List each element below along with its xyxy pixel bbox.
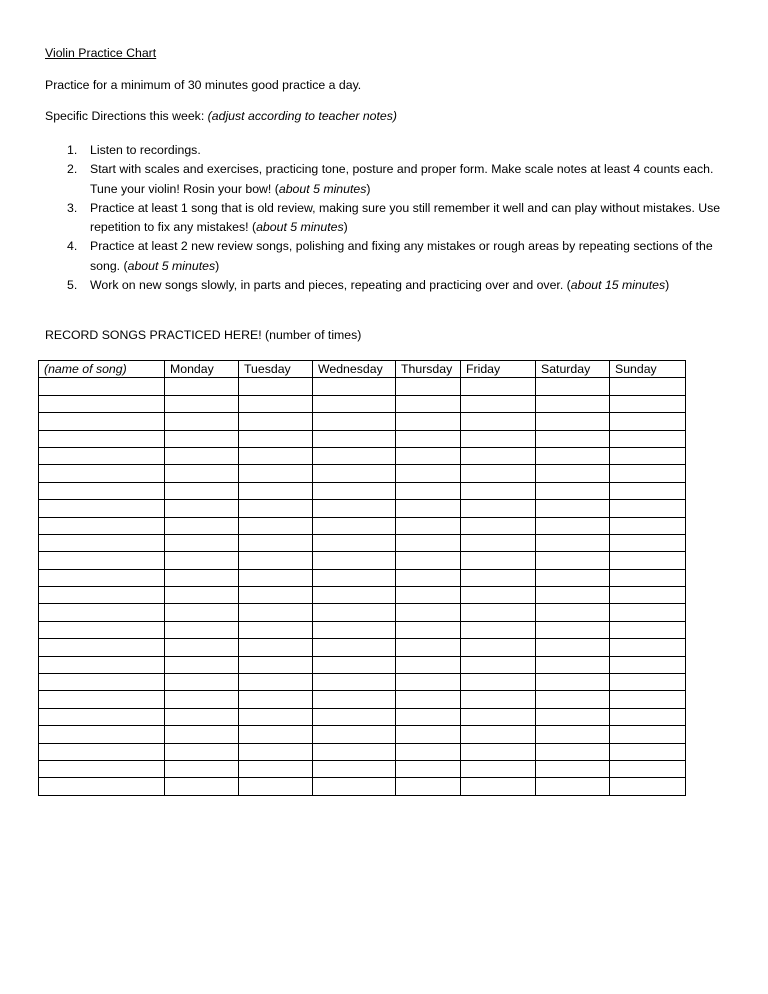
practice-count-cell[interactable]: [461, 534, 536, 551]
column-header-saturday: Saturday: [536, 361, 610, 378]
column-header-song-name: (name of song): [39, 361, 165, 378]
practice-count-cell[interactable]: [165, 639, 239, 656]
step-text: Start with scales and exercises, practicing tone, posture and proper form. Make scale notes at least 4 counts each. Tune your violin! Rosin your bow!: [90, 162, 714, 196]
practice-minimum-text: Practice for a minimum of 30 minutes good practice a day.: [45, 78, 362, 92]
table-row: [39, 674, 686, 691]
practice-count-cell[interactable]: [396, 674, 461, 691]
practice-count-cell[interactable]: [536, 395, 610, 412]
practice-count-cell[interactable]: [239, 708, 313, 725]
column-header-friday: Friday: [461, 361, 536, 378]
practice-count-cell[interactable]: [165, 691, 239, 708]
practice-count-cell[interactable]: [396, 395, 461, 412]
song-name-cell[interactable]: [39, 413, 165, 430]
practice-count-cell[interactable]: [396, 413, 461, 430]
song-name-cell[interactable]: [39, 760, 165, 777]
song-name-cell[interactable]: [39, 447, 165, 464]
practice-count-cell[interactable]: [313, 674, 396, 691]
practice-count-cell[interactable]: [239, 639, 313, 656]
practice-count-cell[interactable]: [396, 569, 461, 586]
practice-count-cell[interactable]: [610, 552, 686, 569]
song-name-cell[interactable]: [39, 517, 165, 534]
practice-count-cell[interactable]: [165, 395, 239, 412]
practice-count-cell[interactable]: [461, 482, 536, 499]
practice-count-cell[interactable]: [396, 656, 461, 673]
practice-count-cell[interactable]: [610, 465, 686, 482]
practice-count-cell[interactable]: [461, 413, 536, 430]
practice-count-cell[interactable]: [461, 778, 536, 795]
practice-count-cell[interactable]: [610, 500, 686, 517]
table-row: [39, 447, 686, 464]
practice-count-cell[interactable]: [165, 378, 239, 395]
practice-count-cell[interactable]: [536, 447, 610, 464]
practice-count-cell[interactable]: [610, 743, 686, 760]
table-body: [39, 378, 686, 795]
practice-count-cell[interactable]: [461, 656, 536, 673]
table-row: [39, 482, 686, 499]
step-hint-open: (: [566, 278, 571, 293]
song-name-cell[interactable]: [39, 674, 165, 691]
table-row: [39, 395, 686, 412]
practice-count-cell[interactable]: [165, 760, 239, 777]
step-hint-close: ): [343, 220, 348, 235]
practice-count-cell[interactable]: [536, 621, 610, 638]
table-row: [39, 587, 686, 604]
practice-count-cell[interactable]: [610, 569, 686, 586]
table-row: [39, 413, 686, 430]
practice-count-cell[interactable]: [165, 604, 239, 621]
practice-count-cell[interactable]: [239, 587, 313, 604]
record-songs-heading: [45, 328, 361, 342]
song-name-cell[interactable]: [39, 743, 165, 760]
step-text: Work on new songs slowly, in parts and pieces, repeating and practicing over and over.: [90, 278, 567, 293]
practice-count-cell[interactable]: [313, 691, 396, 708]
list-item: [45, 276, 725, 295]
practice-count-cell[interactable]: [536, 726, 610, 743]
song-name-cell[interactable]: [39, 726, 165, 743]
practice-count-cell[interactable]: [610, 534, 686, 551]
practice-count-cell[interactable]: [396, 639, 461, 656]
practice-count-cell[interactable]: [536, 656, 610, 673]
table-row: [39, 465, 686, 482]
practice-count-cell[interactable]: [313, 552, 396, 569]
practice-count-cell[interactable]: [610, 691, 686, 708]
practice-count-cell[interactable]: [610, 708, 686, 725]
practice-count-cell[interactable]: [536, 760, 610, 777]
practice-count-cell[interactable]: [313, 621, 396, 638]
practice-count-cell[interactable]: [239, 569, 313, 586]
practice-count-cell[interactable]: [165, 674, 239, 691]
song-name-cell[interactable]: [39, 430, 165, 447]
practice-count-cell[interactable]: [239, 413, 313, 430]
practice-count-cell[interactable]: [239, 552, 313, 569]
practice-count-cell[interactable]: [313, 587, 396, 604]
practice-count-cell[interactable]: [610, 621, 686, 638]
list-item: [45, 199, 725, 238]
practice-count-cell[interactable]: [610, 482, 686, 499]
practice-count-cell[interactable]: [165, 482, 239, 499]
practice-count-cell[interactable]: [165, 413, 239, 430]
column-header-wednesday: Wednesday: [313, 361, 396, 378]
practice-count-cell[interactable]: [313, 726, 396, 743]
practice-count-cell[interactable]: [536, 639, 610, 656]
practice-count-cell[interactable]: [610, 395, 686, 412]
song-name-cell[interactable]: [39, 378, 165, 395]
step-number: 5.: [67, 278, 78, 293]
practice-count-cell[interactable]: [536, 413, 610, 430]
practice-count-cell[interactable]: [536, 778, 610, 795]
table-row: [39, 691, 686, 708]
practice-count-cell[interactable]: [239, 378, 313, 395]
song-name-cell[interactable]: [39, 778, 165, 795]
practice-count-cell[interactable]: [396, 430, 461, 447]
practice-count-cell[interactable]: [610, 726, 686, 743]
song-name-cell[interactable]: [39, 482, 165, 499]
practice-count-cell[interactable]: [313, 656, 396, 673]
practice-count-cell[interactable]: [461, 569, 536, 586]
practice-count-cell[interactable]: [610, 674, 686, 691]
practice-count-cell[interactable]: [536, 604, 610, 621]
practice-count-cell[interactable]: [239, 447, 313, 464]
song-name-cell[interactable]: [39, 656, 165, 673]
record-heading-bold: RECORD SONGS PRACTICED HERE: [45, 328, 259, 342]
table-row: [39, 621, 686, 638]
column-header-tuesday: Tuesday: [239, 361, 313, 378]
table-row: [39, 656, 686, 673]
song-name-cell[interactable]: [39, 395, 165, 412]
practice-count-cell[interactable]: [536, 517, 610, 534]
practice-count-cell[interactable]: [165, 500, 239, 517]
practice-count-cell[interactable]: [239, 691, 313, 708]
practice-count-cell[interactable]: [610, 413, 686, 430]
step-hint-open: (: [274, 181, 279, 196]
practice-count-cell[interactable]: [313, 465, 396, 482]
table-row: [39, 778, 686, 795]
practice-count-cell[interactable]: [165, 517, 239, 534]
practice-count-cell[interactable]: [239, 621, 313, 638]
practice-count-cell[interactable]: [239, 482, 313, 499]
practice-count-cell[interactable]: [610, 778, 686, 795]
practice-count-cell[interactable]: [536, 743, 610, 760]
table-row: [39, 378, 686, 395]
practice-count-cell[interactable]: [239, 604, 313, 621]
practice-count-cell[interactable]: [239, 517, 313, 534]
practice-count-cell[interactable]: [461, 743, 536, 760]
practice-count-cell[interactable]: [165, 621, 239, 638]
practice-count-cell[interactable]: [239, 760, 313, 777]
step-text: Listen to recordings.: [90, 143, 201, 157]
practice-count-cell[interactable]: [461, 430, 536, 447]
practice-count-cell[interactable]: [461, 674, 536, 691]
song-name-cell[interactable]: [39, 691, 165, 708]
practice-count-cell[interactable]: [461, 691, 536, 708]
practice-count-cell[interactable]: [239, 465, 313, 482]
practice-count-cell[interactable]: [536, 430, 610, 447]
practice-count-cell[interactable]: [610, 587, 686, 604]
practice-count-cell[interactable]: [610, 430, 686, 447]
practice-count-cell[interactable]: [165, 430, 239, 447]
song-name-cell[interactable]: [39, 465, 165, 482]
practice-count-cell[interactable]: [313, 500, 396, 517]
step-duration-hint: about 5 minutes: [278, 181, 367, 196]
practice-count-cell[interactable]: [239, 778, 313, 795]
step-duration-hint: about 5 minutes: [256, 220, 344, 235]
step-duration-hint: about 15 minutes: [570, 278, 666, 293]
practice-count-cell[interactable]: [536, 587, 610, 604]
practice-count-cell[interactable]: [536, 534, 610, 551]
practice-count-cell[interactable]: [396, 378, 461, 395]
practice-count-cell[interactable]: [461, 587, 536, 604]
practice-count-cell[interactable]: [239, 430, 313, 447]
song-name-cell[interactable]: [39, 639, 165, 656]
directions-label: Specific Directions this week:: [45, 109, 205, 123]
step-hint-open: (: [251, 220, 257, 235]
step-duration-hint: about 5 minutes: [127, 258, 216, 273]
practice-count-cell[interactable]: [461, 500, 536, 517]
table-row: [39, 430, 686, 447]
step-number: 2.: [67, 162, 78, 177]
table-row: [39, 639, 686, 656]
song-name-cell[interactable]: [39, 604, 165, 621]
song-name-cell[interactable]: [39, 708, 165, 725]
step-number: 4.: [67, 239, 78, 254]
table-header-row: [39, 361, 686, 378]
table-row: [39, 552, 686, 569]
practice-count-cell[interactable]: [313, 430, 396, 447]
practice-count-cell[interactable]: [536, 378, 610, 395]
practice-count-cell[interactable]: [461, 395, 536, 412]
practice-count-cell[interactable]: [313, 378, 396, 395]
practice-count-cell[interactable]: [165, 726, 239, 743]
practice-count-cell[interactable]: [313, 447, 396, 464]
practice-count-cell[interactable]: [313, 395, 396, 412]
practice-count-cell[interactable]: [461, 708, 536, 725]
practice-count-cell[interactable]: [536, 674, 610, 691]
column-header-sunday: Sunday: [610, 361, 686, 378]
practice-count-cell[interactable]: [396, 587, 461, 604]
list-item: [45, 141, 725, 160]
practice-count-cell[interactable]: [313, 517, 396, 534]
practice-count-cell[interactable]: [461, 447, 536, 464]
practice-count-cell[interactable]: [396, 482, 461, 499]
practice-count-cell[interactable]: [396, 465, 461, 482]
practice-count-cell[interactable]: [610, 656, 686, 673]
column-header-thursday: Thursday: [396, 361, 461, 378]
practice-count-cell[interactable]: [239, 500, 313, 517]
step-number: 1.: [67, 143, 78, 157]
practice-steps-list: [45, 141, 725, 295]
page-title: Violin Practice Chart: [45, 46, 157, 60]
practice-count-cell[interactable]: [536, 708, 610, 725]
table-row: [39, 517, 686, 534]
practice-count-cell[interactable]: [165, 465, 239, 482]
step-hint-close: ): [366, 181, 371, 196]
practice-count-cell[interactable]: [313, 639, 396, 656]
song-name-cell[interactable]: [39, 569, 165, 586]
list-item: [45, 160, 725, 199]
practice-count-cell[interactable]: [165, 447, 239, 464]
song-name-cell[interactable]: [39, 621, 165, 638]
practice-log-table: [38, 360, 686, 796]
practice-count-cell[interactable]: [610, 378, 686, 395]
step-hint-close: ): [215, 258, 220, 273]
practice-count-cell[interactable]: [396, 691, 461, 708]
practice-count-cell[interactable]: [396, 778, 461, 795]
practice-count-cell[interactable]: [461, 604, 536, 621]
practice-count-cell[interactable]: [461, 378, 536, 395]
practice-count-cell[interactable]: [536, 569, 610, 586]
practice-count-cell[interactable]: [536, 465, 610, 482]
list-item: [45, 237, 725, 276]
practice-count-cell[interactable]: [610, 517, 686, 534]
song-name-cell[interactable]: [39, 534, 165, 551]
practice-count-cell[interactable]: [239, 674, 313, 691]
practice-count-cell[interactable]: [239, 534, 313, 551]
practice-count-cell[interactable]: [610, 447, 686, 464]
practice-count-cell[interactable]: [396, 708, 461, 725]
practice-count-cell[interactable]: [313, 534, 396, 551]
table-row: [39, 604, 686, 621]
practice-count-cell[interactable]: [165, 552, 239, 569]
practice-count-cell[interactable]: [313, 604, 396, 621]
practice-count-cell[interactable]: [461, 517, 536, 534]
practice-count-cell[interactable]: [313, 743, 396, 760]
table-row: [39, 743, 686, 760]
practice-count-cell[interactable]: [461, 760, 536, 777]
practice-count-cell[interactable]: [396, 447, 461, 464]
step-number: 3.: [67, 200, 78, 215]
practice-count-cell[interactable]: [396, 760, 461, 777]
practice-count-cell[interactable]: [461, 726, 536, 743]
table-row: [39, 726, 686, 743]
practice-count-cell[interactable]: [165, 778, 239, 795]
practice-count-cell[interactable]: [313, 760, 396, 777]
table-row: [39, 708, 686, 725]
practice-count-cell[interactable]: [313, 482, 396, 499]
practice-count-cell[interactable]: [313, 778, 396, 795]
table-row: [39, 760, 686, 777]
practice-count-cell[interactable]: [239, 656, 313, 673]
practice-count-cell[interactable]: [396, 743, 461, 760]
practice-count-cell[interactable]: [396, 621, 461, 638]
practice-count-cell[interactable]: [239, 395, 313, 412]
practice-count-cell[interactable]: [461, 465, 536, 482]
practice-count-cell[interactable]: [536, 482, 610, 499]
song-name-cell[interactable]: [39, 587, 165, 604]
practice-count-cell[interactable]: [536, 691, 610, 708]
table-row: [39, 569, 686, 586]
practice-count-cell[interactable]: [313, 708, 396, 725]
practice-count-cell[interactable]: [610, 639, 686, 656]
record-heading-rest: ! (number of times): [258, 328, 362, 342]
step-hint-close: ): [665, 278, 670, 293]
practice-count-cell[interactable]: [461, 621, 536, 638]
practice-count-cell[interactable]: [165, 587, 239, 604]
practice-count-cell[interactable]: [396, 604, 461, 621]
practice-count-cell[interactable]: [239, 726, 313, 743]
step-text: Practice at least 1 song that is old review, making sure you still remember it well and can play without mistakes. Use repetition to fix any mistakes!: [90, 200, 721, 235]
practice-count-cell[interactable]: [461, 639, 536, 656]
column-header-monday: Monday: [165, 361, 239, 378]
practice-count-cell[interactable]: [610, 604, 686, 621]
practice-count-cell[interactable]: [396, 517, 461, 534]
song-name-cell[interactable]: [39, 552, 165, 569]
specific-directions: [45, 109, 397, 123]
practice-count-cell[interactable]: [536, 552, 610, 569]
practice-count-cell[interactable]: [165, 708, 239, 725]
table-row: [39, 500, 686, 517]
practice-count-cell[interactable]: [165, 656, 239, 673]
practice-count-cell[interactable]: [610, 760, 686, 777]
step-hint-open: (: [123, 258, 128, 273]
practice-count-cell[interactable]: [239, 743, 313, 760]
directions-note: (adjust according to teacher notes): [207, 109, 398, 123]
step-text: Practice at least 2 new review songs, polishing and fixing any mistakes or rough areas by repeating sections of the song.: [90, 239, 713, 273]
practice-count-cell[interactable]: [396, 500, 461, 517]
practice-count-cell[interactable]: [396, 726, 461, 743]
practice-count-cell[interactable]: [313, 413, 396, 430]
practice-count-cell[interactable]: [396, 552, 461, 569]
practice-count-cell[interactable]: [396, 534, 461, 551]
practice-count-cell[interactable]: [461, 552, 536, 569]
song-name-cell[interactable]: [39, 500, 165, 517]
table-row: [39, 534, 686, 551]
practice-count-cell[interactable]: [165, 569, 239, 586]
practice-count-cell[interactable]: [313, 569, 396, 586]
practice-count-cell[interactable]: [165, 743, 239, 760]
practice-count-cell[interactable]: [536, 500, 610, 517]
practice-count-cell[interactable]: [165, 534, 239, 551]
